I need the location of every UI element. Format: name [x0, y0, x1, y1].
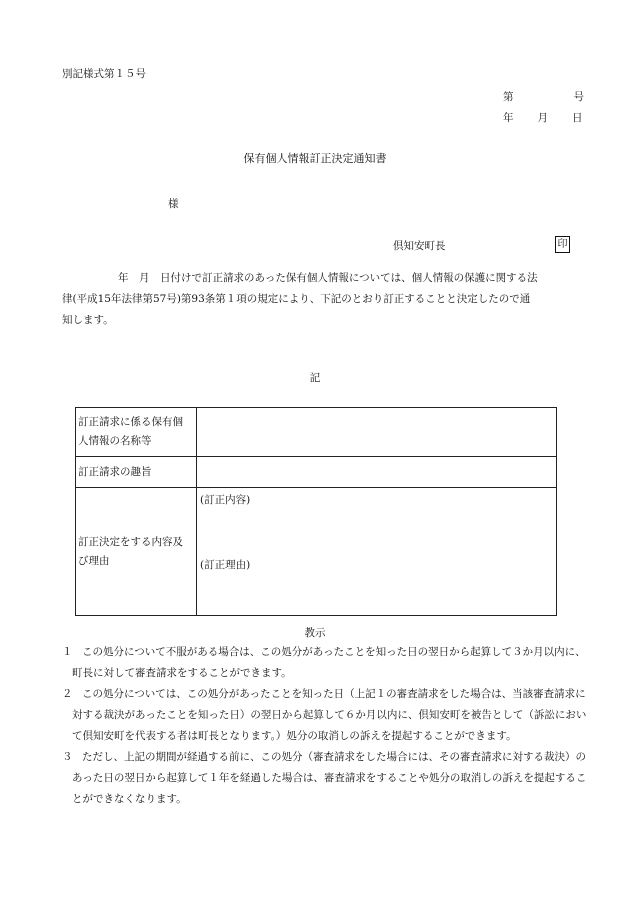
note-text: この処分について不服がある場合は、この処分があったことを知った日の翌日から起算して３か月以内に、町長に対して審査請求をすることができます。 — [72, 646, 586, 679]
row3-value — [197, 488, 557, 616]
row2-label: 訂正請求の趣旨 — [76, 457, 197, 488]
document-title: 保有個人情報訂正決定通知書 — [243, 152, 387, 165]
row1-label-line1: 訂正請求に係る保有個 — [78, 416, 183, 428]
instruction-list — [62, 642, 590, 810]
correction-table — [75, 407, 557, 616]
doc-number-suffix: 号 — [573, 91, 584, 103]
note-number: ３ — [62, 751, 73, 763]
doc-number-prefix: 第 — [503, 91, 514, 103]
date-month: 月 — [537, 112, 548, 124]
date-year: 年 — [503, 112, 514, 124]
recipient-suffix: 様 — [168, 198, 179, 210]
correction-reason-label: (訂正理由) — [200, 559, 251, 571]
table-row — [76, 488, 557, 616]
seal-mark: 印 — [555, 236, 570, 253]
row1-label — [76, 408, 197, 457]
ki-heading: 記 — [309, 372, 321, 384]
body-paragraph — [62, 268, 588, 331]
table-row — [76, 457, 557, 488]
list-item — [62, 747, 590, 810]
issue-date — [503, 110, 583, 125]
body-line-3: 知します。 — [62, 314, 114, 326]
table-row — [76, 408, 557, 457]
instruction-heading: 教示 — [304, 627, 326, 639]
row2-value — [197, 457, 557, 488]
body-line-1: 年 月 日付けで訂正請求のあった保有個人情報については、個人情報の保護に関する法 — [118, 272, 538, 284]
document-number — [503, 89, 584, 104]
date-day: 日 — [572, 112, 583, 124]
list-item — [62, 684, 590, 747]
row3-label-line2: び理由 — [78, 554, 110, 567]
row3-label-line1: 訂正決定をする内容及 — [78, 535, 183, 548]
note-text: この処分については、この処分があったことを知った日（上記１の審査請求をした場合は、当該審査請求に対する裁決があったことを知った日）の翌日から起算して６か月以内に、倶知安町を被告として（訴訟において倶知安町を代表する者は町長となります。）処分の取消しの訴えを提起することができます。 — [72, 688, 587, 742]
row3-label — [76, 488, 197, 616]
form-number: 別記様式第１５号 — [62, 68, 146, 80]
note-number: １ — [62, 646, 73, 658]
body-line-2: 律(平成15年法律第57号)第93条第１項の規定により、下記のとおり訂正することと決定したので通 — [62, 293, 531, 305]
note-text: ただし、上記の期間が経過する前に、この処分（審査請求をした場合には、その審査請求に対する裁決）のあった日の翌日から起算して１年を経過した場合は、審査請求をすることや処分の取消しの訴えを提起することができなくなります。 — [72, 751, 587, 805]
correction-content-label: (訂正内容) — [200, 494, 251, 506]
note-number: ２ — [62, 688, 73, 700]
row1-value — [197, 408, 557, 457]
sender-name: 倶知安町長 — [393, 240, 446, 252]
row1-label-line2: 人情報の名称等 — [78, 435, 152, 447]
list-item — [62, 642, 590, 684]
